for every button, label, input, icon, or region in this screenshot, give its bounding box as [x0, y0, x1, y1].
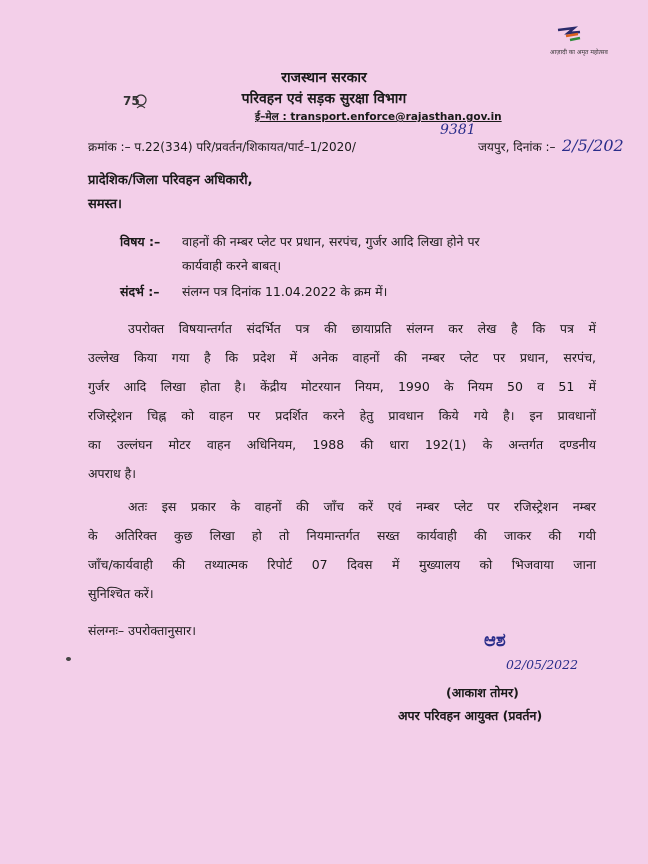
- signatory-name: (आकाश तोमर): [446, 685, 519, 700]
- logo-right-text: आज़ादी का अमृत महोत्सव: [550, 49, 608, 56]
- signatory-designation: अपर परिवहन आयुक्त (प्रवर्तन): [398, 708, 543, 723]
- para1-line: उल्लेख किया गया है कि प्रदेश में अनेक वाहनों की नम्बर प्लेट पर प्रधान, सरपंच,: [88, 350, 596, 365]
- handwritten-date: 2/5/202: [562, 136, 624, 155]
- para2-line: सुनिश्चित करें।: [88, 586, 154, 601]
- azadi-logo-right: [544, 20, 608, 70]
- logo-left-number: 75: [123, 94, 140, 108]
- addressee-line2: समस्त।: [88, 197, 122, 212]
- subject-label: विषय :–: [120, 234, 161, 249]
- para1-line: अपराध है।: [88, 466, 137, 481]
- place-date-label: जयपुर, दिनांक :–: [478, 140, 556, 154]
- dept-name-line1: राजस्थान सरकार: [281, 70, 367, 86]
- para1-line: रजिस्ट्रेशन चिह्न को वाहन पर प्रदर्शित करने हेतु प्रावधान किये गये है। इन प्रावधानों: [88, 408, 596, 423]
- subject-line2: कार्यवाही करने बाबत्।: [182, 258, 282, 273]
- dept-name-line2: परिवहन एवं सड़क सुरक्षा विभाग: [241, 91, 407, 107]
- subject-line1: वाहनों की नम्बर प्लेट पर प्रधान, सरपंच, गुर्जर आदि लिखा होने पर: [182, 234, 480, 249]
- enclosure-text: संलग्नः– उपरोक्तानुसार।: [88, 623, 196, 638]
- email-address: ई–मेल : transport.enforce@rajasthan.gov.in: [255, 111, 502, 123]
- addressee-line1: प्रादेशिक/जिला परिवहन अधिकारी,: [88, 173, 253, 188]
- letter-number: क्रमांक :– प.22(334) परि/प्रवर्तन/शिकायत/पार्ट–1/2020/: [88, 140, 356, 154]
- reference-label: संदर्भ :–: [120, 284, 160, 299]
- signature-initials: ಆಶ: [484, 630, 506, 651]
- stray-mark: [66, 657, 71, 661]
- para1-line: गुर्जर आदि लिखा होता है। केंद्रीय मोटरयान नियम, 1990 के नियम 50 व 51 में: [88, 379, 596, 394]
- reference-text: संलग्न पत्र दिनांक 11.04.2022 के क्रम में।: [182, 284, 388, 299]
- para1-line: का उल्लंघन मोटर वाहन अधिनियम, 1988 की धारा 192(1) के अन्तर्गत दण्डनीय: [88, 437, 596, 452]
- handwritten-number: 9381: [440, 122, 476, 138]
- signature-date: 02/05/2022: [506, 657, 579, 672]
- para1-line: उपरोक्त विषयान्तर्गत संदर्भित पत्र की छायाप्रति संलग्न कर लेख है कि पत्र में: [128, 321, 596, 336]
- para2-line: के अतिरिक्त कुछ लिखा हो तो नियमान्तर्गत सख्त कार्यवाही की जाकर की गयी: [88, 528, 596, 543]
- para2-line: अतः इस प्रकार के वाहनों की जाँच करें एवं नम्बर प्लेट पर रजिस्ट्रेशन नम्बर: [128, 499, 596, 514]
- para2-line: जाँच/कार्यवाही की तथ्यात्मक रिपोर्ट 07 दिवस में मुख्यालय को भिजवाया जाना: [88, 557, 596, 572]
